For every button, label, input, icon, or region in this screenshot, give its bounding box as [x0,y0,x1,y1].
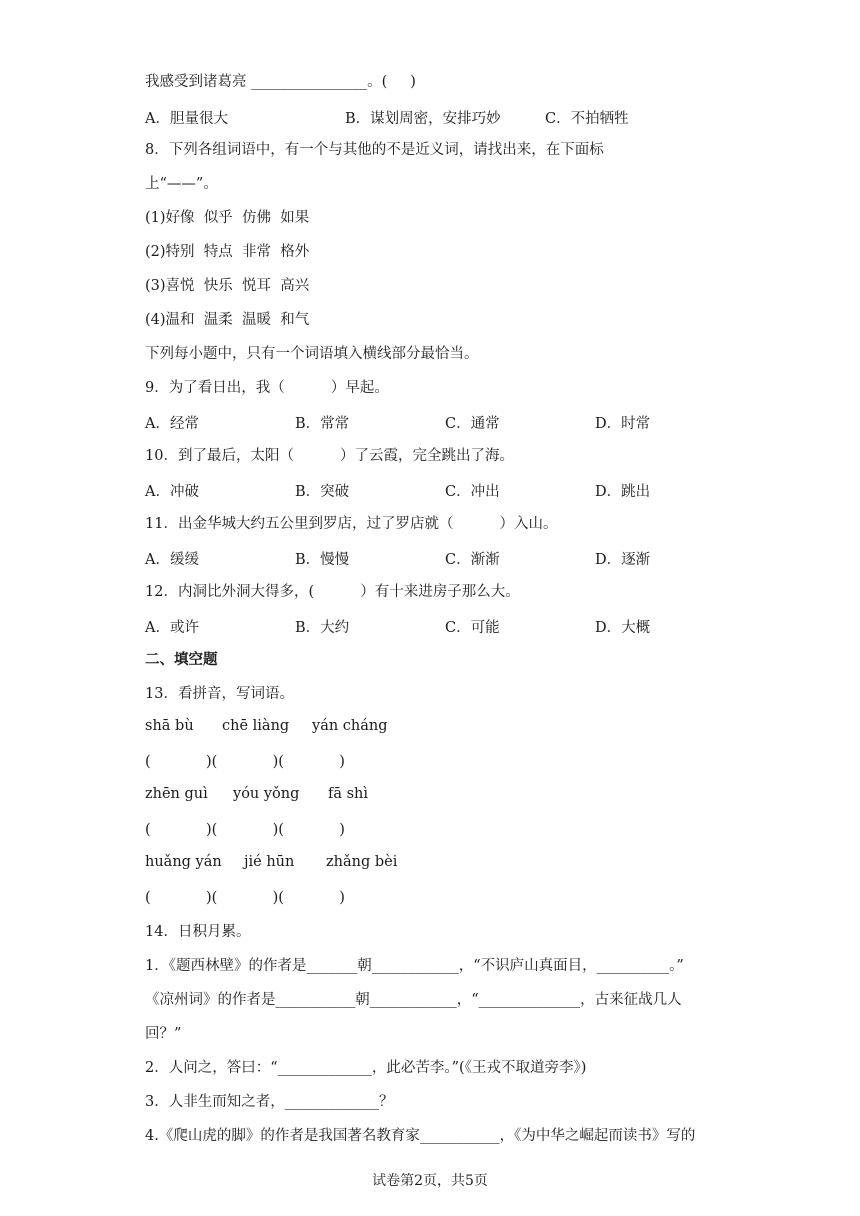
q9-option-b: B．常常 [295,416,350,432]
q10-option-c: C．冲出 [445,484,500,500]
pinyin: huǎng yán [145,854,222,870]
q14-line: 回？” [145,1026,182,1042]
q9-option-c: C．通常 [445,416,500,432]
q14-line: 4.《爬山虎的脚》的作者是我国著名教育家___________，《为中华之崛起而读书》写的 [145,1128,696,1144]
q14-title: 14．日积月累。 [145,924,251,940]
q8-stem-2: 上“——”。 [145,176,218,192]
q11-stem: 11．出金华城大约五公里到罗店，过了罗店就（ ）入山。 [145,516,558,532]
q12-option-b: B．大约 [295,620,350,636]
q10-option-a: A．冲破 [145,484,199,500]
q7-option-c: C．不拍牺牲 [545,111,629,127]
pinyin: shā bù [145,718,194,734]
q10-option-d: D．跳出 [595,484,651,500]
q14-line: 1．《题西林壁》的作者是_______朝____________，“不识庐山真面目，__________。” [145,958,684,974]
q9-option-d: D．时常 [595,416,651,432]
pinyin: fā shì [328,786,369,802]
pinyin: zhǎng bèi [326,854,398,870]
q11-option-c: C．渐渐 [445,552,500,568]
q7-option-a: A．胆量很大 [145,111,228,127]
q11-option-a: A．缓缓 [145,552,199,568]
q14-line: 2．人问之，答曰：“_____________，此必苦李。”(《王戎不取道旁李》) [145,1060,587,1076]
q12-stem: 12．内洞比外洞大得多，( ）有十来进房子那么大。 [145,584,520,600]
q8-stem-1: 8．下列各组词语中，有一个与其他的不是近义词，请找出来，在下面标 [145,142,604,158]
answer-blanks[interactable]: ( )( )( ) [145,890,345,906]
q8-group-4: (4)温和 温柔 温暖 和气 [145,312,310,328]
instruction: 下列每小题中，只有一个词语填入横线部分最恰当。 [145,346,479,362]
q14-line: 《凉州词》的作者是___________朝____________，“______________，古来征战几人 [145,992,682,1008]
q10-option-b: B．突破 [295,484,350,500]
q12-option-a: A．或许 [145,620,199,636]
section-heading: 二、填空题 [145,651,218,668]
pinyin: chē liàng [222,718,290,734]
q10-stem: 10．到了最后，太阳（ ）了云霞，完全跳出了海。 [145,448,515,464]
q11-option-d: D．逐渐 [595,552,651,568]
answer-blanks[interactable]: ( )( )( ) [145,754,345,770]
q8-group-3: (3)喜悦 快乐 悦耳 高兴 [145,278,310,294]
page-footer: 试卷第2页，共5页 [372,1173,488,1189]
pinyin: zhēn guì [145,786,208,802]
q7-option-b: B．谋划周密，安排巧妙 [345,111,501,127]
q8-group-1: (1)好像 似乎 仿佛 如果 [145,210,310,226]
q7-tail: 我感受到诸葛亮 ________________。( ) [145,74,416,90]
q14-line: 3．人非生而知之者，_____________？ [145,1094,394,1110]
q12-option-d: D．大概 [595,620,651,636]
q11-option-b: B．慢慢 [295,552,350,568]
q8-group-2: (2)特别 特点 非常 格外 [145,244,310,260]
q9-stem: 9．为了看日出，我（ ）早起。 [145,380,389,396]
pinyin: yán cháng [312,718,388,734]
q9-option-a: A．经常 [145,416,199,432]
q12-option-c: C．可能 [445,620,500,636]
pinyin: jié hūn [244,854,295,870]
q13-title: 13．看拼音，写词语。 [145,686,294,702]
answer-blanks[interactable]: ( )( )( ) [145,822,345,838]
pinyin: yóu yǒng [233,786,300,802]
